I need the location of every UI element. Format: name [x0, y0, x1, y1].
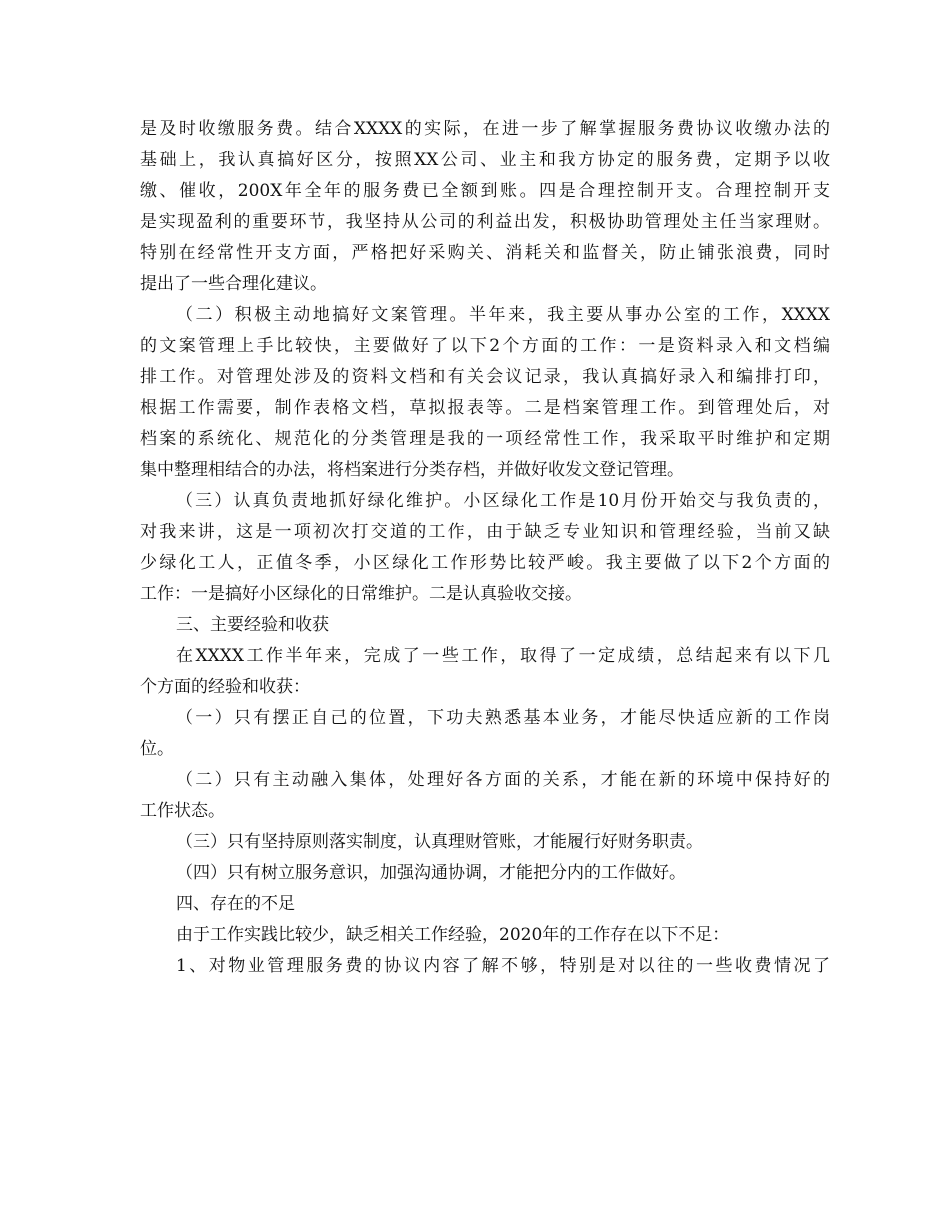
text-line: 提出了一些合理化建议。	[140, 274, 327, 294]
text-line: 由于工作实践比较少，缺乏相关工作经验，2020年的工作存在以下不足：	[176, 925, 730, 945]
text-line: （三）只有坚持原则落实制度，认真理财管账，才能履行好财务职责。	[176, 832, 703, 852]
text-line: （二）积极主动地搞好文案管理。半年来，我主要从事办公室的工作，XXXX	[176, 305, 830, 325]
section-heading: 三、主要经验和收获	[176, 615, 329, 635]
text-line: （一）只有摆正自己的位置，下功夫熟悉基本业务，才能尽快适应新的工作岗	[176, 708, 830, 728]
text-line: 1、对物业管理服务费的协议内容了解不够，特别是对以往的一些收费情况了	[176, 956, 830, 976]
text-line: 根据工作需要，制作表格文档，草拟报表等。二是档案管理工作。到管理处后，对	[140, 398, 830, 418]
text-line: 在XXXX工作半年来，完成了一些工作，取得了一定成绩，总结起来有以下几	[176, 646, 830, 666]
text-line: 位。	[140, 739, 174, 759]
text-line: 工作：一是搞好小区绿化的日常维护。二是认真验收交接。	[140, 584, 582, 604]
text-line: 基础上，我认真搞好区分，按照XX公司、业主和我方协定的服务费，定期予以收	[140, 150, 830, 170]
text-line: 集中整理相结合的办法，将档案进行分类存档，并做好收发文登记管理。	[140, 460, 684, 480]
text-line: 排工作。对管理处涉及的资料文档和有关会议记录，我认真搞好录入和编排打印，	[140, 367, 830, 387]
text-line: 的文案管理上手比较快，主要做好了以下2个方面的工作：一是资料录入和文档编	[140, 336, 830, 356]
text-line: 个方面的经验和收获：	[140, 677, 310, 697]
text-line: （四）只有树立服务意识，加强沟通协调，才能把分内的工作做好。	[176, 863, 686, 883]
text-line: 是实现盈利的重要环节，我坚持从公司的利益出发，积极协助管理处主任当家理财。	[140, 212, 830, 232]
text-line: 特别在经常性开支方面，严格把好采购关、消耗关和监督关，防止铺张浪费，同时	[140, 243, 830, 263]
text-line: 缴、催收，200X年全年的服务费已全额到账。四是合理控制开支。合理控制开支	[140, 181, 830, 201]
text-line: 对我来讲，这是一项初次打交道的工作，由于缺乏专业知识和管理经验，当前又缺	[140, 522, 830, 542]
text-line: 少绿化工人，正值冬季，小区绿化工作形势比较严峻。我主要做了以下2个方面的	[140, 553, 830, 573]
text-line: （三）认真负责地抓好绿化维护。小区绿化工作是10月份开始交与我负责的，	[176, 491, 830, 511]
text-line: 工作状态。	[140, 801, 225, 821]
text-line: 档案的系统化、规范化的分类管理是我的一项经常性工作，我采取平时维护和定期	[140, 429, 830, 449]
text-line: 是及时收缴服务费。结合XXXX的实际，在进一步了解掌握服务费协议收缴办法的	[140, 119, 830, 139]
text-line: （二）只有主动融入集体，处理好各方面的关系，才能在新的环境中保持好的	[176, 770, 830, 790]
section-heading: 四、存在的不足	[176, 894, 295, 914]
